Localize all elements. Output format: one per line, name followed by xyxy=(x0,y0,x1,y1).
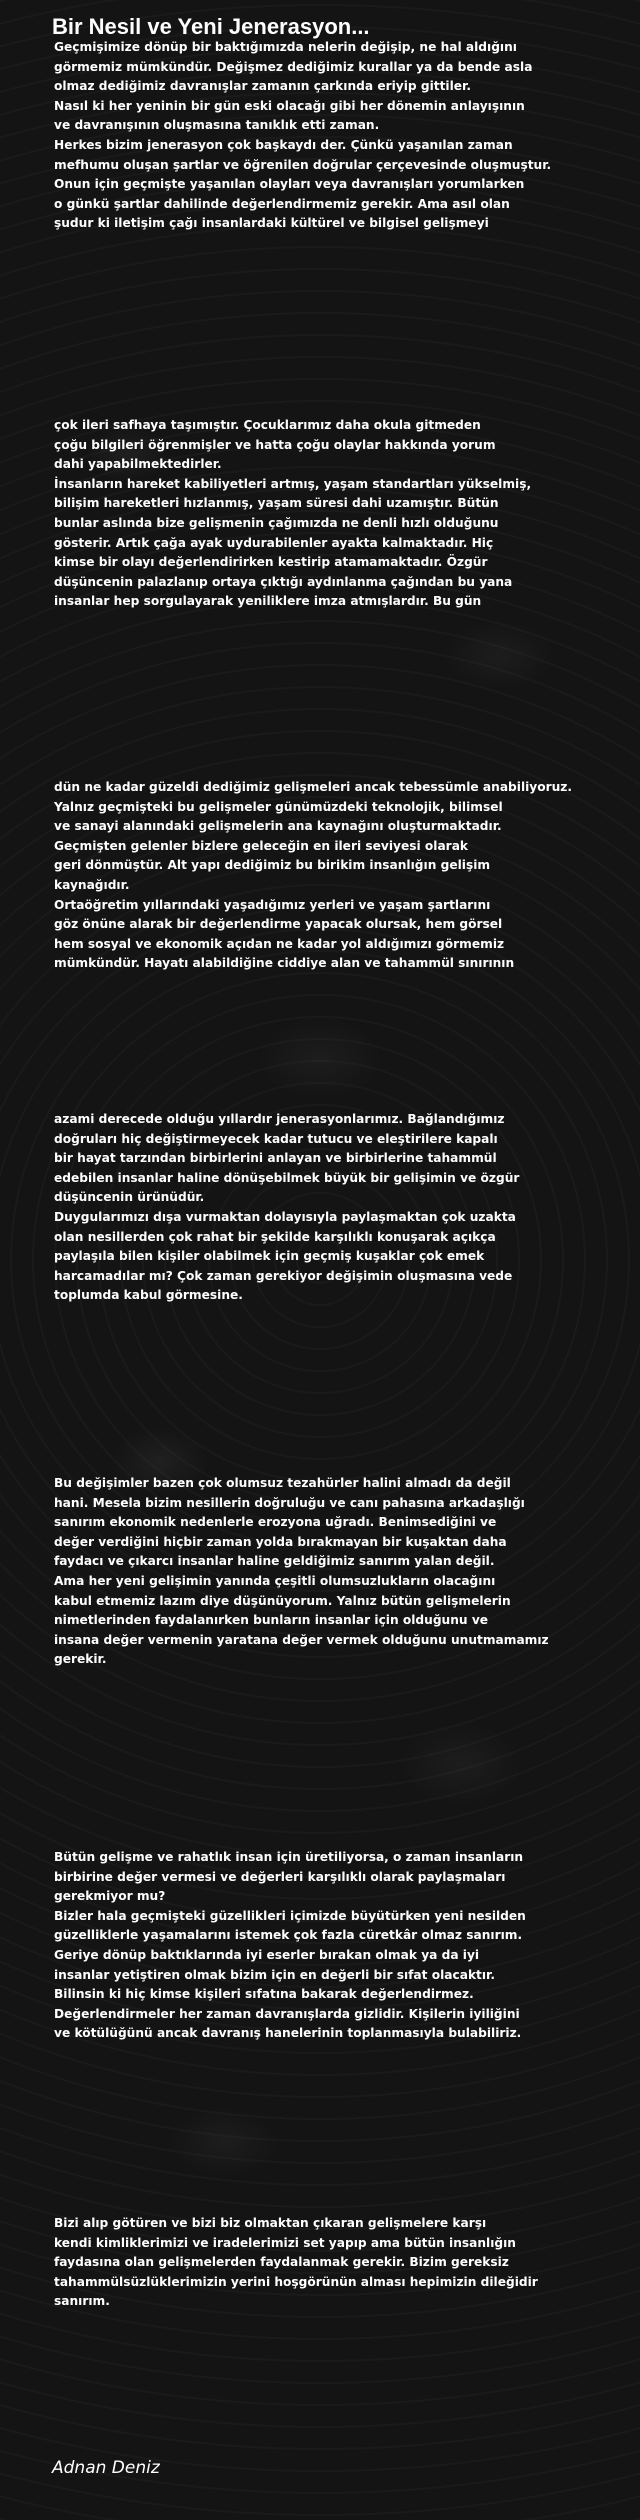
author-signature: Adnan Deniz xyxy=(52,2458,160,2478)
text-line: ve sanayi alanındaki gelişmelerin ana kaynağını oluşturmaktadır. xyxy=(54,819,502,834)
text-line: göz önüne alarak bir değerlendirme yapacak olursak, hem görsel xyxy=(54,917,503,932)
text-line: Bizler hala geçmişteki güzellikleri içimizde büyütürken yeni nesilden xyxy=(54,1908,526,1923)
text-line: kimse bir olayı değerlendirirken kestirip atamamaktadır. Özgür xyxy=(54,555,488,570)
text-line: kabul etmemiz lazım diye düşünüyorum. Yalnız bütün gelişmelerin xyxy=(54,1593,511,1608)
text-line: bunlar aslında bize gelişmenin çağımızda ne denli hızlı olduğunu xyxy=(54,515,499,530)
text-line: sanırım ekonomik nedenlerle erozyona uğradı. Benimsediğini ve xyxy=(54,1515,497,1530)
text-line: dahi yapabilmektedirler. xyxy=(54,457,222,472)
text-block xyxy=(54,416,531,612)
text-line: çok ileri safhaya taşımıştır. Çocuklarımız daha okula gitmeden xyxy=(54,418,481,432)
text-line: mefhumu oluşan şartlar ve öğrenilen doğrular çerçevesinde oluşmuştur. xyxy=(54,157,552,172)
text-line: çoğu bilgileri öğrenmişler ve hatta çoğu olaylar hakkında yorum xyxy=(54,437,496,452)
text-line: geri dönmüştür. Alt yapı dediğimiz bu birikim insanlığın gelişim xyxy=(54,858,491,873)
text-block xyxy=(54,1848,526,2044)
text-line: tahammülsüzlüklerimizin yerini hoşgörünün alması hepimizin dileğidir xyxy=(54,2274,538,2289)
text-line: insanlar yetiştiren olmak bizim için en değerli bir sıfat olacaktır. xyxy=(54,1967,495,1982)
text-line: Geçmişten gelenler bizlere geleceğin en ileri seviyesi olarak xyxy=(54,838,469,853)
text-line: edebilen insanlar haline dönüşebilmek büyük bir gelişimin ve özgür xyxy=(54,1170,520,1185)
text-line: o günkü şartlar dahilinde değerlendirmemiz gerekir. Ama asıl olan xyxy=(54,196,510,211)
text-line: sanırım. xyxy=(54,2294,110,2309)
text-line: görmemiz mümkündür. Değişmez dediğimiz kurallar ya da bende asla xyxy=(54,59,533,74)
text-block xyxy=(54,778,572,974)
text-line: Ortaöğretim yıllarındaki yaşadığımız yerleri ve yaşam şartlarını xyxy=(54,897,491,912)
text-line: hem sosyal ve ekonomik açıdan ne kadar yol aldığımızı görmemiz xyxy=(54,936,505,951)
text-line: Geriye dönüp baktıklarında iyi eserler bırakan olmak ya da iyi xyxy=(54,1947,480,1962)
text-line: Bütün gelişme ve rahatlık insan için üretiliyorsa, o zaman insanların xyxy=(54,1850,524,1864)
text-line: ve kötülüğünü ancak davranış hanelerinin toplanmasıyla bulabiliriz. xyxy=(54,2026,522,2041)
text-line: düşüncenin ürünüdür. xyxy=(54,1190,205,1205)
page-title: Bir Nesil ve Yeni Jenerasyon... xyxy=(52,14,370,39)
text-line: birbirine değer vermesi ve değerleri karşılıklı olarak paylaşmaları xyxy=(54,1869,506,1884)
text-line: Onun için geçmişte yaşanılan olayları veya davranışları yorumlarken xyxy=(54,177,525,192)
text-block xyxy=(54,38,551,234)
text-block xyxy=(54,1474,549,1670)
text-line: paylaşıla bilen kişiler olabilmek için geçmiş kuşaklar çok emek xyxy=(54,1249,485,1264)
text-line: değer verdiğini hiçbir zaman yolda bırakmayan bir kuşaktan daha xyxy=(54,1534,507,1549)
text-line: Bizi alıp götüren ve bizi biz olmaktan çıkaran gelişmelere karşı xyxy=(54,2216,487,2230)
text-line: İnsanların hareket kabiliyetleri artmış, yaşam standartları yükselmiş, xyxy=(54,476,532,491)
text-line: faydacı ve çıkarcı insanlar haline geldiğimiz sanırım yalan değil. xyxy=(54,1554,495,1569)
text-line: kaynağıdır. xyxy=(54,877,130,892)
text-line: olan nesillerden çok rahat bir şekilde karşılıklı konuşarak açıkça xyxy=(54,1229,496,1244)
text-line: gerekmiyor mu? xyxy=(54,1889,166,1904)
text-line: gerekir. xyxy=(54,1652,107,1667)
text-line: ve davranışının oluşmasına tanıklık etti zaman. xyxy=(54,118,380,133)
text-line: doğruları hiç değiştirmeyecek kadar tutucu ve eleştirilere kapalı xyxy=(54,1131,498,1146)
text-line: azami derecede olduğu yıllardır jenerasyonlarımız. Bağlandığımız xyxy=(54,1112,505,1126)
text-block xyxy=(54,2214,538,2312)
text-line: dün ne kadar güzeldi dediğimiz gelişmeleri ancak tebessümle anabiliyoruz. xyxy=(54,780,573,794)
text-line: Geçmişimize dönüp bir baktığımızda nelerin değişip, ne hal aldığını xyxy=(54,40,517,54)
text-line: Nasıl ki her yeninin bir gün eski olacağı gibi her dönemin anlayışının xyxy=(54,98,525,113)
text-line: düşüncenin palazlanıp ortaya çıktığı aydınlanma çağından bu yana xyxy=(54,574,513,589)
text-line: Değerlendirmeler her zaman davranışlarda gizlidir. Kişilerin iyiliğini xyxy=(54,2006,520,2021)
text-line: bir hayat tarzından birbirlerini anlayan ve birbirlerine tahammül xyxy=(54,1151,497,1166)
text-line: nimetlerinden faydalanırken bunların insanlar için olduğunu ve xyxy=(54,1613,489,1628)
text-line: kendi kimliklerimizi ve iradelerimizi set yapıp ama bütün insanlığın xyxy=(54,2235,516,2250)
text-line: olmaz dediğimiz davranışlar zamanın çarkında eriyip gittiler. xyxy=(54,79,471,94)
text-line: Yalnız geçmişteki bu gelişmeler günümüzdeki teknolojik, bilimsel xyxy=(54,799,503,814)
text-line: güzelliklerle yaşamalarını istemek çok fazla cüretkâr olmaz sanırım. xyxy=(54,1928,523,1943)
text-line: gösterir. Artık çağa ayak uydurabilenler ayakta kalmaktadır. Hiç xyxy=(54,535,494,550)
text-line: Ama her yeni gelişimin yanında çeşitli olumsuzlukların olacağını xyxy=(54,1573,496,1588)
text-line: faydasına olan gelişmelerden faydalanmak gerekir. Bizim gereksiz xyxy=(54,2255,509,2270)
text-line: Bu değişimler bazen çok olumsuz tezahürler halini almadı da değil xyxy=(54,1476,511,1490)
text-line: insanlar hep sorgulayarak yeniliklere imza atmışlardır. Bu gün xyxy=(54,594,482,609)
text-line: mümkündür. Hayatı alabildiğine ciddiye alan ve tahammül sınırının xyxy=(54,956,515,971)
text-line: şudur ki iletişim çağı insanlardaki kültürel ve bilgisel gelişmeyi xyxy=(54,216,489,231)
text-line: toplumda kabul görmesine. xyxy=(54,1288,243,1303)
text-line: insana değer vermenin yaratana değer vermek olduğunu unutmamamız xyxy=(54,1632,549,1647)
text-line: harcamadılar mı? Çok zaman gerekiyor değişimin oluşmasına vede xyxy=(54,1268,513,1283)
text-line: bilişim hareketleri hızlanmış, yaşam süresi dahi uzamıştır. Bütün xyxy=(54,496,499,511)
text-line: Duygularımızı dışa vurmaktan dolayısıyla paylaşmaktan çok uzakta xyxy=(54,1209,516,1224)
text-line: Bilinsin ki hiç kimse kişileri sıfatına bakarak değerlendirmez. xyxy=(54,1987,474,2002)
text-block xyxy=(54,1110,519,1306)
text-line: hani. Mesela bizim nesillerin doğruluğu ve canı pahasına arkadaşlığı xyxy=(54,1495,525,1510)
text-line: Herkes bizim jenerasyon çok başkaydı der. Çünkü yaşanılan zaman xyxy=(54,137,513,152)
